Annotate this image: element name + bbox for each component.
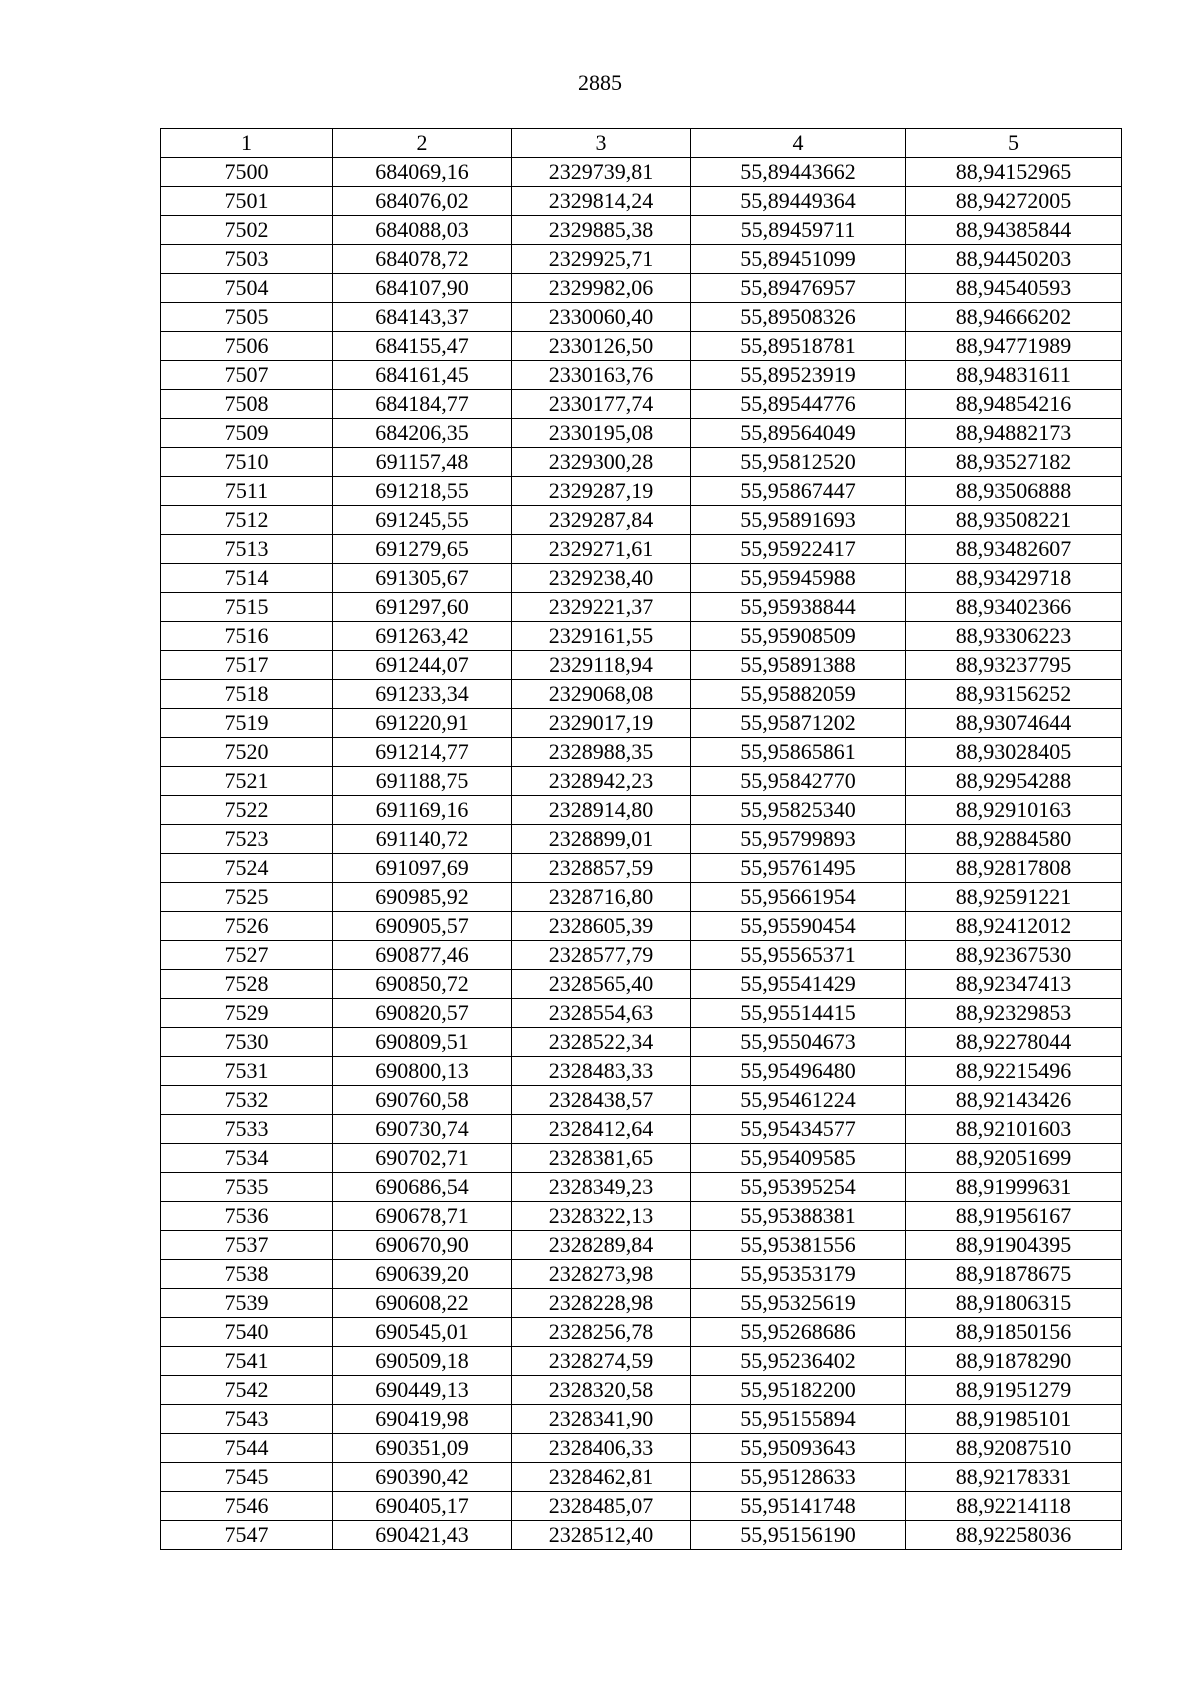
table-cell-col-4: 55,95504673 [691,1028,906,1057]
table-cell-col-2: 690877,46 [333,941,512,970]
table-cell-col-4: 55,95141748 [691,1492,906,1521]
table-row [161,390,1122,419]
table-cell-col-3: 2328899,01 [512,825,691,854]
table-cell-col-3: 2328289,84 [512,1231,691,1260]
table-body [161,158,1122,1550]
table-cell-col-1: 7508 [161,390,333,419]
table-row [161,477,1122,506]
page-number: 2885 [578,70,622,95]
table-cell-col-2: 690686,54 [333,1173,512,1202]
table-cell-col-2: 690730,74 [333,1115,512,1144]
table-cell-col-3: 2328341,90 [512,1405,691,1434]
table-cell-col-4: 55,89544776 [691,390,906,419]
table-cell-col-5: 88,94385844 [906,216,1122,245]
table-cell-col-4: 55,95825340 [691,796,906,825]
table-cell-col-2: 691220,91 [333,709,512,738]
table-cell-col-1: 7500 [161,158,333,187]
table-cell-col-4: 55,95922417 [691,535,906,564]
table-cell-col-3: 2328605,39 [512,912,691,941]
table-cell-col-4: 55,95268686 [691,1318,906,1347]
table-cell-col-1: 7520 [161,738,333,767]
table-cell-col-2: 690351,09 [333,1434,512,1463]
table-cell-col-5: 88,93028405 [906,738,1122,767]
table-cell-col-5: 88,91878675 [906,1260,1122,1289]
table-cell-col-3: 2328942,23 [512,767,691,796]
table-cell-col-1: 7540 [161,1318,333,1347]
table-cell-col-4: 55,95409585 [691,1144,906,1173]
table-cell-col-4: 55,95156190 [691,1521,906,1550]
table-row [161,506,1122,535]
table-cell-col-3: 2329287,84 [512,506,691,535]
table-cell-col-4: 55,95388381 [691,1202,906,1231]
table-cell-col-3: 2328274,59 [512,1347,691,1376]
table-cell-col-4: 55,95461224 [691,1086,906,1115]
table-cell-col-1: 7521 [161,767,333,796]
table-cell-col-1: 7510 [161,448,333,477]
table-row [161,1202,1122,1231]
table-cell-col-5: 88,92884580 [906,825,1122,854]
table-cell-col-1: 7546 [161,1492,333,1521]
table-row [161,593,1122,622]
table-cell-col-1: 7511 [161,477,333,506]
table-cell-col-2: 691218,55 [333,477,512,506]
table-cell-col-4: 55,95938844 [691,593,906,622]
table-cell-col-2: 690820,57 [333,999,512,1028]
table-cell-col-5: 88,92347413 [906,970,1122,999]
table-cell-col-3: 2328857,59 [512,854,691,883]
table-cell-col-5: 88,92178331 [906,1463,1122,1492]
table-cell-col-1: 7545 [161,1463,333,1492]
table-cell-col-5: 88,92329853 [906,999,1122,1028]
table-cell-col-3: 2328406,33 [512,1434,691,1463]
table-cell-col-2: 684076,02 [333,187,512,216]
table-row [161,854,1122,883]
table-cell-col-5: 88,92215496 [906,1057,1122,1086]
table-cell-col-3: 2328381,65 [512,1144,691,1173]
table-cell-col-5: 88,91951279 [906,1376,1122,1405]
table-cell-col-2: 690809,51 [333,1028,512,1057]
table-cell-col-2: 691169,16 [333,796,512,825]
table-cell-col-4: 55,95325619 [691,1289,906,1318]
table-cell-col-4: 55,89508326 [691,303,906,332]
table-cell-col-5: 88,93156252 [906,680,1122,709]
column-header-5: 5 [906,129,1122,158]
table-cell-col-5: 88,94450203 [906,245,1122,274]
table-row [161,1405,1122,1434]
table-cell-col-1: 7507 [161,361,333,390]
table-cell-col-5: 88,94540593 [906,274,1122,303]
table-row [161,1144,1122,1173]
table-cell-col-1: 7501 [161,187,333,216]
table-cell-col-4: 55,95842770 [691,767,906,796]
table-cell-col-3: 2328320,58 [512,1376,691,1405]
coordinates-table [160,128,1122,1550]
table-cell-col-2: 684107,90 [333,274,512,303]
table-cell-col-2: 684184,77 [333,390,512,419]
table-cell-col-2: 684206,35 [333,419,512,448]
table-cell-col-1: 7513 [161,535,333,564]
table-cell-col-1: 7525 [161,883,333,912]
table-cell-col-3: 2328483,33 [512,1057,691,1086]
table-cell-col-5: 88,92101603 [906,1115,1122,1144]
table-cell-col-1: 7527 [161,941,333,970]
table-cell-col-2: 691263,42 [333,622,512,651]
table-cell-col-1: 7544 [161,1434,333,1463]
table-cell-col-3: 2329221,37 [512,593,691,622]
table-cell-col-2: 691233,34 [333,680,512,709]
table-cell-col-4: 55,95541429 [691,970,906,999]
table-cell-col-4: 55,95093643 [691,1434,906,1463]
table-cell-col-1: 7516 [161,622,333,651]
table-cell-col-5: 88,91999631 [906,1173,1122,1202]
table-row [161,245,1122,274]
table-cell-col-5: 88,94272005 [906,187,1122,216]
table-cell-col-2: 684078,72 [333,245,512,274]
table-cell-col-5: 88,94882173 [906,419,1122,448]
table-cell-col-3: 2330177,74 [512,390,691,419]
table-cell-col-5: 88,93506888 [906,477,1122,506]
table-cell-col-1: 7506 [161,332,333,361]
column-header-2: 2 [333,129,512,158]
table-cell-col-2: 684155,47 [333,332,512,361]
table-row [161,941,1122,970]
table-cell-col-5: 88,92214118 [906,1492,1122,1521]
table-cell-col-2: 690419,98 [333,1405,512,1434]
table-cell-col-2: 690985,92 [333,883,512,912]
table-cell-col-5: 88,93527182 [906,448,1122,477]
table-cell-col-4: 55,95565371 [691,941,906,970]
table-cell-col-5: 88,92910163 [906,796,1122,825]
table-cell-col-3: 2328462,81 [512,1463,691,1492]
table-row [161,419,1122,448]
table-cell-col-4: 55,89518781 [691,332,906,361]
table-cell-col-5: 88,92591221 [906,883,1122,912]
table-cell-col-4: 55,95882059 [691,680,906,709]
table-cell-col-1: 7523 [161,825,333,854]
table-cell-col-3: 2328988,35 [512,738,691,767]
table-cell-col-2: 690850,72 [333,970,512,999]
table-cell-col-1: 7535 [161,1173,333,1202]
table-cell-col-3: 2329017,19 [512,709,691,738]
table-cell-col-2: 690390,42 [333,1463,512,1492]
table-row [161,1463,1122,1492]
table-cell-col-2: 684161,45 [333,361,512,390]
table-row [161,274,1122,303]
table-row [161,1057,1122,1086]
table-row [161,680,1122,709]
table-cell-col-1: 7512 [161,506,333,535]
table-cell-col-1: 7504 [161,274,333,303]
table-cell-col-2: 690760,58 [333,1086,512,1115]
table-cell-col-4: 55,95871202 [691,709,906,738]
table-cell-col-2: 691097,69 [333,854,512,883]
table-cell-col-3: 2329118,94 [512,651,691,680]
table-cell-col-3: 2328577,79 [512,941,691,970]
table-cell-col-5: 88,92412012 [906,912,1122,941]
table-cell-col-3: 2328349,23 [512,1173,691,1202]
table-cell-col-2: 690545,01 [333,1318,512,1347]
table-row [161,448,1122,477]
table-cell-col-4: 55,95236402 [691,1347,906,1376]
table-row [161,1492,1122,1521]
table-cell-col-5: 88,92954288 [906,767,1122,796]
table-row [161,999,1122,1028]
table-cell-col-1: 7515 [161,593,333,622]
table-cell-col-5: 88,93508221 [906,506,1122,535]
table-cell-col-3: 2329925,71 [512,245,691,274]
table-cell-col-4: 55,89449364 [691,187,906,216]
table-cell-col-1: 7505 [161,303,333,332]
table-cell-col-1: 7534 [161,1144,333,1173]
table-cell-col-5: 88,92258036 [906,1521,1122,1550]
table-cell-col-5: 88,94854216 [906,390,1122,419]
table-row [161,1521,1122,1550]
table-header-row [161,129,1122,158]
table-cell-col-4: 55,95514415 [691,999,906,1028]
table-cell-col-4: 55,95945988 [691,564,906,593]
table-cell-col-5: 88,93429718 [906,564,1122,593]
table-cell-col-3: 2328716,80 [512,883,691,912]
table-cell-col-1: 7541 [161,1347,333,1376]
table-cell-col-1: 7518 [161,680,333,709]
table-row [161,158,1122,187]
table-cell-col-4: 55,95891388 [691,651,906,680]
table-cell-col-3: 2328438,57 [512,1086,691,1115]
table-cell-col-1: 7524 [161,854,333,883]
table-row [161,1289,1122,1318]
table-cell-col-2: 690608,22 [333,1289,512,1318]
table-row [161,1115,1122,1144]
table-cell-col-2: 690421,43 [333,1521,512,1550]
table-row [161,332,1122,361]
table-cell-col-5: 88,91850156 [906,1318,1122,1347]
table-cell-col-4: 55,89564049 [691,419,906,448]
table-cell-col-4: 55,95182200 [691,1376,906,1405]
table-cell-col-2: 691279,65 [333,535,512,564]
table-cell-col-3: 2329287,19 [512,477,691,506]
table-cell-col-1: 7528 [161,970,333,999]
table-row [161,535,1122,564]
table-row [161,1173,1122,1202]
table-cell-col-5: 88,92367530 [906,941,1122,970]
table-cell-col-1: 7531 [161,1057,333,1086]
table-cell-col-5: 88,91956167 [906,1202,1122,1231]
table-cell-col-4: 55,95353179 [691,1260,906,1289]
table-cell-col-2: 691244,07 [333,651,512,680]
table-cell-col-2: 691140,72 [333,825,512,854]
table-row [161,970,1122,999]
table-row [161,187,1122,216]
table-cell-col-1: 7539 [161,1289,333,1318]
table-cell-col-1: 7502 [161,216,333,245]
column-header-4: 4 [691,129,906,158]
table-cell-col-5: 88,91985101 [906,1405,1122,1434]
table-cell-col-2: 690405,17 [333,1492,512,1521]
table-cell-col-2: 690905,57 [333,912,512,941]
table-cell-col-2: 690670,90 [333,1231,512,1260]
table-cell-col-4: 55,95381556 [691,1231,906,1260]
table-cell-col-4: 55,95891693 [691,506,906,535]
table-row [161,796,1122,825]
table-cell-col-3: 2330163,76 [512,361,691,390]
table-cell-col-5: 88,93482607 [906,535,1122,564]
table-cell-col-1: 7519 [161,709,333,738]
table-cell-col-2: 690509,18 [333,1347,512,1376]
table-cell-col-5: 88,91806315 [906,1289,1122,1318]
table-row [161,825,1122,854]
table-cell-col-1: 7509 [161,419,333,448]
table-cell-col-4: 55,89459711 [691,216,906,245]
table-cell-col-2: 691297,60 [333,593,512,622]
table-cell-col-4: 55,95661954 [691,883,906,912]
table-cell-col-4: 55,95395254 [691,1173,906,1202]
table-cell-col-3: 2330126,50 [512,332,691,361]
table-cell-col-5: 88,91878290 [906,1347,1122,1376]
table-cell-col-3: 2328228,98 [512,1289,691,1318]
table-row [161,1347,1122,1376]
table-cell-col-4: 55,95761495 [691,854,906,883]
table-cell-col-2: 691188,75 [333,767,512,796]
table-cell-col-5: 88,94831611 [906,361,1122,390]
table-cell-col-5: 88,92278044 [906,1028,1122,1057]
table-cell-col-2: 691214,77 [333,738,512,767]
table-cell-col-3: 2329300,28 [512,448,691,477]
table-cell-col-3: 2328565,40 [512,970,691,999]
table-cell-col-1: 7542 [161,1376,333,1405]
table-cell-col-2: 690678,71 [333,1202,512,1231]
table-row [161,216,1122,245]
table-cell-col-5: 88,94771989 [906,332,1122,361]
table-cell-col-5: 88,94152965 [906,158,1122,187]
table-cell-col-4: 55,95496480 [691,1057,906,1086]
table-row [161,1318,1122,1347]
table-row [161,1028,1122,1057]
table-cell-col-2: 691245,55 [333,506,512,535]
table-row [161,1231,1122,1260]
table-cell-col-3: 2328554,63 [512,999,691,1028]
table-cell-col-2: 691305,67 [333,564,512,593]
table-row [161,1434,1122,1463]
table-cell-col-1: 7547 [161,1521,333,1550]
table-cell-col-1: 7536 [161,1202,333,1231]
table-row [161,1376,1122,1405]
table-cell-col-2: 690800,13 [333,1057,512,1086]
table-row [161,651,1122,680]
table-cell-col-4: 55,95799893 [691,825,906,854]
table-cell-col-3: 2329814,24 [512,187,691,216]
table-cell-col-5: 88,92051699 [906,1144,1122,1173]
table-row [161,709,1122,738]
table-cell-col-4: 55,89443662 [691,158,906,187]
column-header-3: 3 [512,129,691,158]
table-cell-col-1: 7533 [161,1115,333,1144]
table-cell-col-3: 2330195,08 [512,419,691,448]
table-cell-col-1: 7526 [161,912,333,941]
table-cell-col-3: 2330060,40 [512,303,691,332]
table-cell-col-5: 88,93402366 [906,593,1122,622]
table-cell-col-4: 55,89476957 [691,274,906,303]
table-cell-col-1: 7543 [161,1405,333,1434]
table-row [161,622,1122,651]
table-cell-col-3: 2329238,40 [512,564,691,593]
table-cell-col-3: 2328522,34 [512,1028,691,1057]
table-cell-col-1: 7537 [161,1231,333,1260]
table-cell-col-4: 55,95590454 [691,912,906,941]
table-row [161,912,1122,941]
column-header-1: 1 [161,129,333,158]
table-cell-col-5: 88,92817808 [906,854,1122,883]
table-cell-col-5: 88,93306223 [906,622,1122,651]
table-cell-col-1: 7530 [161,1028,333,1057]
table-cell-col-5: 88,92143426 [906,1086,1122,1115]
table-cell-col-3: 2329885,38 [512,216,691,245]
table-cell-col-1: 7538 [161,1260,333,1289]
table-cell-col-4: 55,95434577 [691,1115,906,1144]
table-cell-col-3: 2328485,07 [512,1492,691,1521]
table-cell-col-3: 2329161,55 [512,622,691,651]
table-cell-col-3: 2328322,13 [512,1202,691,1231]
table-cell-col-1: 7529 [161,999,333,1028]
table-cell-col-3: 2329739,81 [512,158,691,187]
table-row [161,1086,1122,1115]
table-cell-col-1: 7532 [161,1086,333,1115]
table-cell-col-3: 2328273,98 [512,1260,691,1289]
table-row [161,738,1122,767]
table-row [161,564,1122,593]
table-cell-col-1: 7503 [161,245,333,274]
table-cell-col-2: 691157,48 [333,448,512,477]
table-cell-col-4: 55,95908509 [691,622,906,651]
table-cell-col-2: 684069,16 [333,158,512,187]
table-cell-col-1: 7517 [161,651,333,680]
table-cell-col-3: 2329982,06 [512,274,691,303]
table-cell-col-3: 2328914,80 [512,796,691,825]
table-cell-col-1: 7522 [161,796,333,825]
table-cell-col-4: 55,95155894 [691,1405,906,1434]
table-cell-col-3: 2329271,61 [512,535,691,564]
table-cell-col-5: 88,92087510 [906,1434,1122,1463]
table-cell-col-5: 88,91904395 [906,1231,1122,1260]
table-row [161,303,1122,332]
table-cell-col-2: 690639,20 [333,1260,512,1289]
table-row [161,361,1122,390]
table-row [161,883,1122,912]
table-cell-col-2: 690702,71 [333,1144,512,1173]
table-cell-col-3: 2328512,40 [512,1521,691,1550]
table-cell-col-4: 55,95867447 [691,477,906,506]
table-cell-col-4: 55,95812520 [691,448,906,477]
table-cell-col-2: 684088,03 [333,216,512,245]
table-cell-col-5: 88,93074644 [906,709,1122,738]
table-cell-col-5: 88,93237795 [906,651,1122,680]
table-cell-col-4: 55,89523919 [691,361,906,390]
table-cell-col-5: 88,94666202 [906,303,1122,332]
table-cell-col-4: 55,89451099 [691,245,906,274]
table-cell-col-2: 690449,13 [333,1376,512,1405]
table-cell-col-2: 684143,37 [333,303,512,332]
table-cell-col-3: 2328412,64 [512,1115,691,1144]
table-cell-col-3: 2328256,78 [512,1318,691,1347]
table-cell-col-1: 7514 [161,564,333,593]
table-cell-col-3: 2329068,08 [512,680,691,709]
table-row [161,1260,1122,1289]
table-row [161,767,1122,796]
table-cell-col-4: 55,95128633 [691,1463,906,1492]
table-cell-col-4: 55,95865861 [691,738,906,767]
